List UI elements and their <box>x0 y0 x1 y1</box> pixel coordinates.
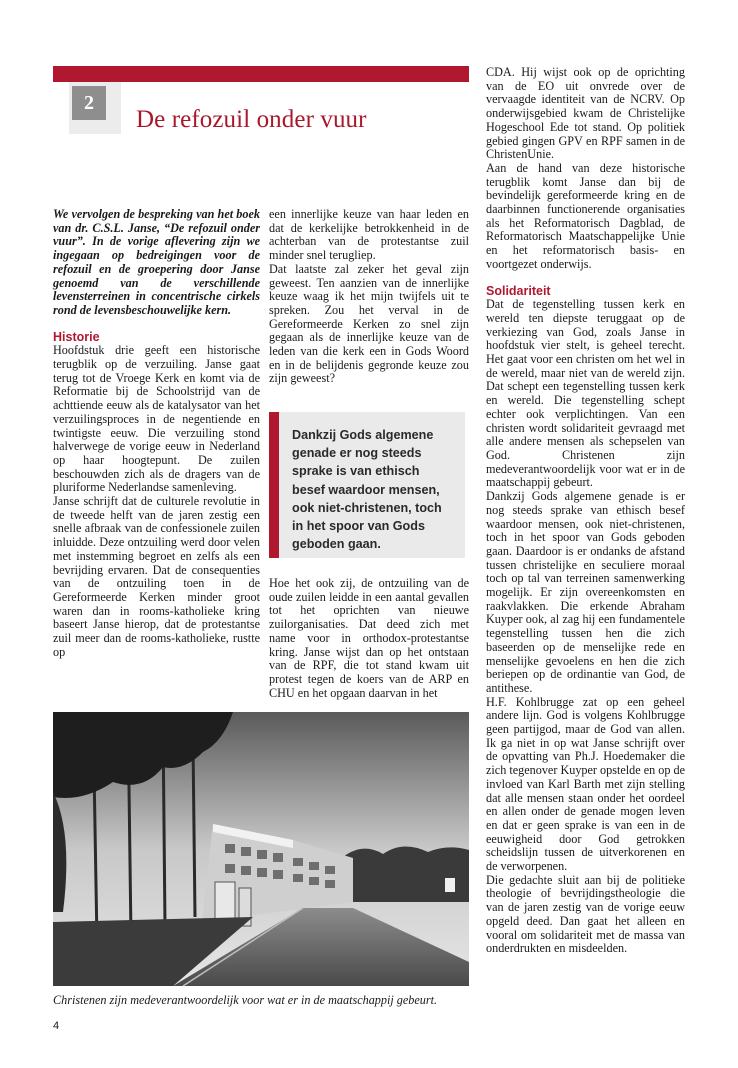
paragraph: een innerlijke keuze van haar leden en dat de kerkelijke betrokkenheid in de achterban van de protestantse zuil minder snel terugliep. <box>269 207 469 263</box>
paragraph: Aan de hand van deze historische terugblik komt Janse dan bij de bevindelijk gereformeerde kring en de daarbinnen functionerende organisaties als het Reformatorisch Dagblad, de Reformatorisch Maatschappelijke Unie en het reformatorisch basis- en voortgezet onderwijs. <box>486 160 685 271</box>
left-column <box>53 208 260 660</box>
pull-quote-text: Dankzij Gods algemene genade er nog steeds sprake is van ethisch besef waardoor mensen, ook niet-christenen, toch in het spoor van Gods geboden gaan. <box>292 428 442 552</box>
chapter-number-box <box>69 82 121 134</box>
chapter-number: 2 <box>72 86 106 120</box>
paragraph: Janse schrijft dat de culturele revolutie in de tweede helft van de jaren zestig een snelle afbraak van de confessionele zuilen inluidde. Deze ontzuiling werd door velen met instemming begroet en zelfs als een bevrijding ervaren. Dat de consequenties van de ontzuiling toen in de Gereformeerde Kerken minder groot waren dan in rooms-katholieke kring baseert Janse hierop, dat de protestantse zuil meer dan de rooms-katholieke, rustte op <box>53 494 260 659</box>
section-heading-solidariteit: Solidariteit <box>486 283 551 298</box>
building-photo <box>53 712 469 986</box>
right-column <box>486 66 685 956</box>
paragraph: H.F. Kohlbrugge zat op een geheel andere lijn. God is volgens Kohlbrugge geen partijgod, maar de God van allen. Ik ga niet in op wat Janse schrijft over de opvatting van Ph.J. Hoedemaker die zich tegenover Kuyper opstelde en op de invloed van Karl Barth met zijn stelling dat alle mensen staan onder het oordeel en allen onder de genade mogen leven en dat er geen sprake is van een in de eeuwigheid door God getrokken scheidslijn tussen de uitverkorenen en de verworpenen. <box>486 694 685 874</box>
paragraph: Dankzij Gods algemene genade is er nog steeds sprake van ethisch besef waardoor mensen, ook niet-christenen, toch in het spoor van Gods geboden gaan. Daardoor is er ondanks de afstand tussen christelijke en seculiere moraal toch op tal van terreinen samenwerking mogelijk. Er zijn overeenkomsten en raakvlakken. Die erkende Abraham Kuyper ook, al zag hij een fundamentele tegenstelling tussen hen die zich baseerden op de menselijke rede en menselijke gevoelens en hen die zich beriepen op de ordinantie van God, de antithese. <box>486 489 685 695</box>
article-title: De refozuil onder vuur <box>136 106 367 133</box>
pull-quote <box>269 412 465 558</box>
middle-column-continued <box>269 577 469 700</box>
page-number: 4 <box>53 1020 60 1032</box>
paragraph: CDA. Hij wijst ook op de oprichting van de EO uit onvrede over de vervaagde identiteit van de NCRV. Op onderwijsgebied kwam de Christelijke Hogeschool Ede tot stand. Op politiek gebied gingen GPV en RPF samen in de ChristenUnie. <box>486 65 685 162</box>
paragraph: Dat de tegenstelling tussen kerk en wereld ten diepste teruggaat op de verkiezing van God, zoals Janse in hoofdstuk vier stelt, is geheel terecht. Het gaat voor een christen om het wel in de wereld, maar niet van de wereld zijn. Dat schept een tegenstelling tussen kerk en wereld. Die tegenstelling schept echter ook verplichtingen. Van een christen wordt solidariteit gevraagd met alle andere mensen als schepselen van God. Christenen zijn medeverantwoordelijk voor wat er in de maatschappij gebeurt. <box>486 297 685 490</box>
middle-column <box>269 208 469 386</box>
chapter-bar <box>53 66 469 82</box>
section-heading-historie: Historie <box>53 329 100 344</box>
building-photo-illustration <box>53 712 469 986</box>
paragraph: Dat laatste zal zeker het geval zijn geweest. Ten aanzien van de innerlijke keuze waag ik het mijn twijfels uit te spreken. Zou het verval in de Gereformeerde Kerken zo snel zijn gegaan als de innerlijke keuze van de leden van die kerk een in Gods Woord en in de belijdenis gegronde keuze zou zijn geweest? <box>269 261 469 386</box>
paragraph: Hoe het ook zij, de ontzuiling van de oude zuilen leidde in een aantal gevallen tot het oprichten van nieuwe zuilorganisaties. Dat deed zich met name voor in orthodox-protestantse kring. Janse wijst dan op het ontstaan van de RPF, die tot stand kwam uit protest tegen de koers van de ARP en CHU en het opgaan daarvan in het <box>269 576 469 700</box>
intro-paragraph: We vervolgen de bespreking van het boek van dr. C.S.L. Janse, “De refozuil onder vuur”. In de vorige aflevering zijn we ingegaan op bedreigingen voor de refozuil en de groepering door Janse genoemd van de verschillende levensterreinen in concentrische cirkels rond de levensbeschouwelijke kern. <box>53 207 260 317</box>
paragraph: Hoofdstuk drie geeft een historische terugblik op de verzuiling. Janse gaat terug tot de Vroege Kerk en komt via de Reformatie bij de Schoolstrijd van de achttiende eeuw als de katalysator van het verzuilingsproces in de negentiende en twintigste eeuw. Die verzuiling stond halverwege de vorige eeuw in Nederland op haar hoogtepunt. De zuilen beschouwden zich als de dragers van de pluriforme Nederlandse samenleving. <box>53 343 260 495</box>
photo-caption: Christenen zijn medeverantwoordelijk voor wat er in de maatschappij gebeurt. <box>53 993 438 1007</box>
paragraph: Die gedachte sluit aan bij de politieke theologie of bevrijdingstheologie die van de jaren zestig van de vorige eeuw opgeld deed. Dan gaat het alleen en vooral om solidariteit met de massa van onderdrukten en misdeelden. <box>486 872 685 956</box>
